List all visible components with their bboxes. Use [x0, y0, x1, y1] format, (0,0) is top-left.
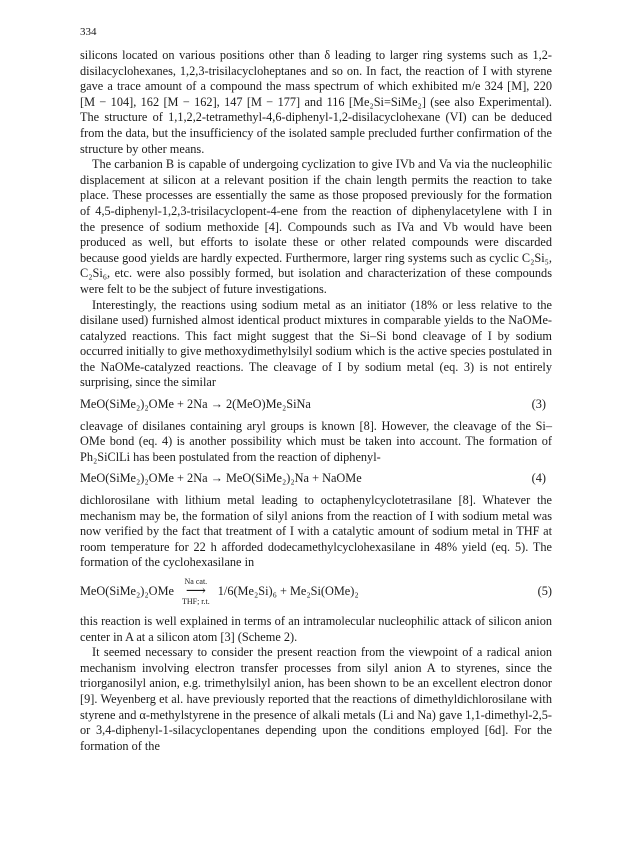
paragraph-7: It seemed necessary to consider the present reaction from the viewpoint of a radical anion mechanism involving electron transfer processes from silyl anion A to styrenes, since the triorganosilyl anion, e.g. trimethylsilyl anion, has been shown to be an excellent electron donor [9]. Weyenberg et al. have previously reported that the reactions of dimethyldichlorosilane with styrene and α-methylstyrene in the presence of alkali metals (Li and Na) gave 1,1-dimethyl-2,5- or 3,4-diphenyl-1-silacyclopentanes depending upon the conditions employed [6d]. For the formation of the	[80, 645, 552, 753]
equation-4-number: (4)	[531, 471, 546, 486]
paragraph-1: silicons located on various positions other than δ leading to larger ring systems such as 1,2-disilacyclohexanes, 1,2,3-trisilacycloheptanes and so on. In fact, the reaction of I with styrene gave a trace amount of a compound the mass spectrum of which exhibited m/e 324 [M], 220 [M − 104], 162 [M − 162], 147 [M − 177] and 116 [Me₂Si=SiMe₂] (see also Experimental). The structure of 1,1,2,2-tetramethyl-4,6-diphenyl-1,2-disilacyclohexane (VI) can be deduced from the data, but the insufficiency of the isolated sample precluded further confirmation of the structure by other means.	[80, 48, 552, 156]
article-body	[80, 48, 552, 754]
paragraph-5: dichlorosilane with lithium metal leading to octaphenylcyclotetrasilane [8]. Whatever the mechanism may be, the formation of silyl anions from the reaction of I with sodium metal was now verified by the fact that treatment of I with a catalytic amount of sodium metal in THF at room temperature for 22 h afforded dodecamethylcyclohexasilane in 48% yield (eq. 5). The formation of the cyclohexasilane in	[80, 493, 552, 570]
equation-4	[80, 471, 552, 487]
page-number: 334	[80, 26, 97, 38]
paragraph-6: this reaction is well explained in terms of an intramolecular nucleophilic attack of silicon anion center in A at a silicon atom [3] (Scheme 2).	[80, 614, 552, 644]
equation-5-reactant: MeO(SiMe₂)₂OMe	[80, 584, 174, 599]
equation-5	[80, 577, 552, 607]
reaction-arrow-icon: Na cat. ⟶ THF; r.t.	[181, 577, 210, 606]
equation-5-number: (5)	[537, 584, 552, 599]
equation-5-conditions: THF; r.t.	[181, 597, 210, 606]
equation-3-expression: MeO(SiMe₂)₂OMe + 2Na → 2(MeO)Me₂SiNa	[80, 397, 311, 412]
equation-3-number: (3)	[531, 397, 546, 412]
paragraph-3: Interestingly, the reactions using sodium metal as an initiator (18% or less relative to the disilane used) furnished almost identical product mixtures in comparable yields to the NaOMe-catalyzed reactions. This fact might suggest that the Si–Si bond cleavage of I by sodium occurred initially to give methoxydimethylsilyl sodium which is the active species postulated in the NaOMe-catalyzed reactions. The cleavage of I by sodium metal (eq. 3) is not entirely surprising, since the similar	[80, 297, 552, 390]
paragraph-2: The carbanion B is capable of undergoing cyclization to give IVb and Va via the nucleophilic displacement at silicon at a relevant position if the chain length permits the reaction to take place. These processes are essentially the same as those proposed previously for the formation of 4,5-diphenyl-1,2,3-trisilacyclopent-4-ene from the reaction of diphenylacetylene with I in the presence of sodium methoxide [4]. Compounds such as IVa and Vb would have been produced as well, but efforts to isolate these or other related compounds were discarded because good yields are hardly expected. Furthermore, larger ring systems such as cyclic C₂Si₅, C₂Si₆, etc. were also possibly formed, but isolation and characterization of these compounds were felt to be the subject of future investigations.	[80, 157, 552, 296]
equation-4-expression: MeO(SiMe₂)₂OMe + 2Na → MeO(SiMe₂)₂Na + NaOMe	[80, 471, 362, 486]
equation-3	[80, 397, 552, 413]
paragraph-4: cleavage of disilanes containing aryl groups is known [8]. However, the cleavage of the Si–OMe bond (eq. 4) is another possibility which must be taken into account. The formation of Ph₂SiClLi has been postulated from the reaction of diphenyl-	[80, 418, 552, 464]
equation-5-catalyst: Na cat.	[184, 577, 208, 586]
equation-5-products: 1/6(Me₂Si)₆ + Me₂Si(OMe)₂	[217, 584, 359, 599]
